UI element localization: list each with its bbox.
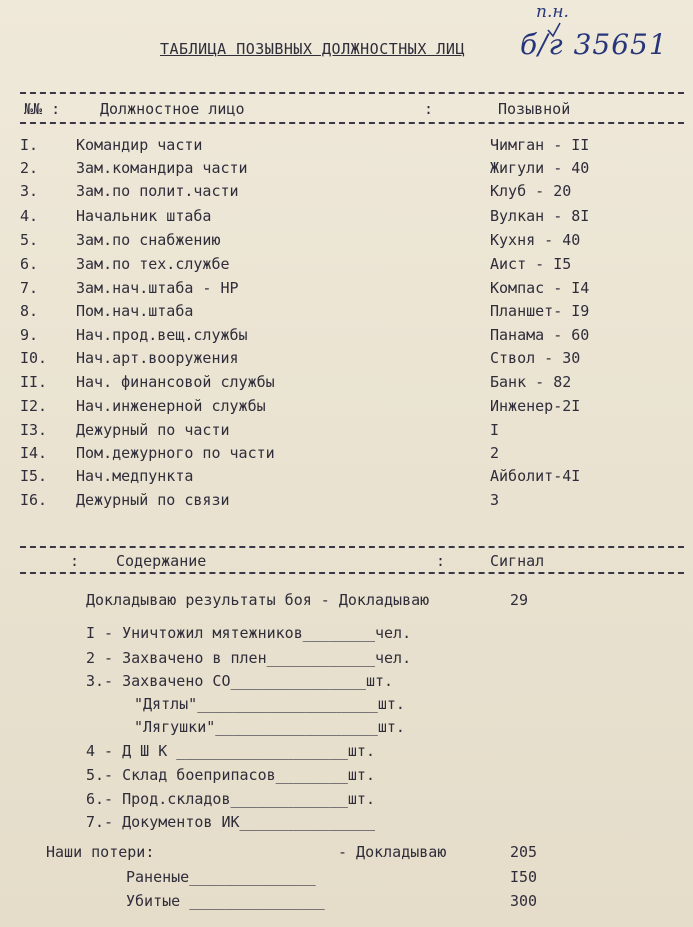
report-item: 2 - Захвачено в плен____________чел. bbox=[86, 649, 412, 667]
row-number: I6. bbox=[20, 491, 48, 509]
handwritten-number: б/г 35651 bbox=[520, 28, 668, 61]
header-separator: : bbox=[424, 100, 434, 118]
table-row bbox=[0, 349, 693, 371]
document-title: ТАБЛИЦА ПОЗЫВНЫХ ДОЛЖНОСТНЫХ ЛИЦ bbox=[160, 40, 465, 58]
table-row bbox=[0, 326, 693, 348]
row-position: Пом.дежурного по части bbox=[76, 444, 275, 462]
row-callsign: Банк - 82 bbox=[490, 373, 572, 391]
header-content: Содержание bbox=[116, 552, 207, 570]
row-position: Зам.нач.штаба - НР bbox=[76, 279, 239, 297]
killed-label: Убитые _______________ bbox=[126, 892, 325, 910]
row-number: I3. bbox=[20, 421, 48, 439]
row-position: Зам.по полит.части bbox=[76, 182, 239, 200]
row-position: Дежурный по части bbox=[76, 421, 230, 439]
wounded-label: Раненые______________ bbox=[126, 868, 316, 886]
report-item: I - Уничтожил мятежников________чел. bbox=[86, 624, 412, 642]
header-number: №№ : bbox=[24, 100, 61, 118]
losses-label: Наши потери: bbox=[46, 843, 155, 861]
row-callsign: Вулкан - 8I bbox=[490, 207, 590, 225]
row-position: Нач.прод.вещ.службы bbox=[76, 326, 248, 344]
divider-line bbox=[20, 546, 684, 548]
row-position: Дежурный по связи bbox=[76, 491, 230, 509]
row-callsign: I bbox=[490, 421, 500, 439]
report-item: 4 - Д Ш К ___________________шт. bbox=[86, 742, 375, 760]
report-item: 7.- Документов ИК_______________ bbox=[86, 813, 375, 831]
row-number: I4. bbox=[20, 444, 48, 462]
header-signal: Сигнал bbox=[490, 552, 545, 570]
row-callsign: 3 bbox=[490, 491, 500, 509]
row-position: Зам.по тех.службе bbox=[76, 255, 230, 273]
row-position: Нач. финансовой службы bbox=[76, 373, 275, 391]
report-item: 6.- Прод.складов_____________шт. bbox=[86, 790, 375, 808]
row-number: 6. bbox=[20, 255, 39, 273]
report-item: "Дятлы"____________________шт. bbox=[134, 695, 405, 713]
report-line-text: Докладываю результаты боя - Докладываю bbox=[86, 591, 430, 609]
losses-report: - Докладываю bbox=[338, 843, 447, 861]
row-callsign: Кухня - 40 bbox=[490, 231, 581, 249]
report-item: 5.- Склад боеприпасов________шт. bbox=[86, 766, 375, 784]
row-callsign: Жигули - 40 bbox=[490, 159, 590, 177]
row-position: Командир части bbox=[76, 136, 203, 154]
row-number: I2. bbox=[20, 397, 48, 415]
row-number: II. bbox=[20, 373, 48, 391]
wounded-signal: I50 bbox=[510, 868, 538, 886]
table-row bbox=[0, 279, 693, 301]
table-row bbox=[0, 467, 693, 489]
row-callsign: Клуб - 20 bbox=[490, 182, 572, 200]
table-row bbox=[0, 159, 693, 181]
row-callsign: Айболит-4I bbox=[490, 467, 581, 485]
divider-line bbox=[20, 92, 684, 94]
row-position: Зам.по снабжению bbox=[76, 231, 221, 249]
report-item: 3.- Захвачено СО_______________шт. bbox=[86, 672, 394, 690]
table-row bbox=[0, 421, 693, 443]
row-callsign: Панама - 60 bbox=[490, 326, 590, 344]
table-row bbox=[0, 136, 693, 158]
row-callsign: Аист - I5 bbox=[490, 255, 572, 273]
row-callsign: 2 bbox=[490, 444, 500, 462]
table-row bbox=[0, 231, 693, 253]
report-item: "Лягушки"__________________шт. bbox=[134, 718, 405, 736]
table-row bbox=[0, 255, 693, 277]
handwritten-note: п.н. bbox=[536, 2, 569, 22]
table-row bbox=[0, 397, 693, 419]
report-line-signal: 29 bbox=[510, 591, 529, 609]
losses-signal: 205 bbox=[510, 843, 538, 861]
row-number: 7. bbox=[20, 279, 39, 297]
row-number: 8. bbox=[20, 302, 39, 320]
table-row bbox=[0, 207, 693, 229]
header-callsign: Позывной bbox=[498, 100, 571, 118]
header-position: Должностное лицо bbox=[100, 100, 245, 118]
row-callsign: Компас - I4 bbox=[490, 279, 590, 297]
row-callsign: Чимган - II bbox=[490, 136, 590, 154]
row-position: Пом.нач.штаба bbox=[76, 302, 194, 320]
row-position: Начальник штаба bbox=[76, 207, 212, 225]
row-position: Зам.командира части bbox=[76, 159, 248, 177]
row-callsign: Ствол - 30 bbox=[490, 349, 581, 367]
row-position: Нач.медпункта bbox=[76, 467, 194, 485]
row-number: 2. bbox=[20, 159, 39, 177]
row-number: I0. bbox=[20, 349, 48, 367]
row-number: 3. bbox=[20, 182, 39, 200]
row-number: 9. bbox=[20, 326, 39, 344]
row-number: I. bbox=[20, 136, 39, 154]
divider-line bbox=[20, 572, 684, 574]
row-callsign: Инженер-2I bbox=[490, 397, 581, 415]
killed-signal: 300 bbox=[510, 892, 538, 910]
table-row bbox=[0, 491, 693, 513]
table-row bbox=[0, 444, 693, 466]
table-row bbox=[0, 302, 693, 324]
table-row bbox=[0, 373, 693, 395]
divider-line bbox=[20, 122, 684, 124]
row-number: I5. bbox=[20, 467, 48, 485]
row-position: Нач.арт.вооружения bbox=[76, 349, 239, 367]
header-colon: : bbox=[70, 552, 80, 570]
row-number: 4. bbox=[20, 207, 39, 225]
row-position: Нач.инженерной службы bbox=[76, 397, 266, 415]
table-row bbox=[0, 182, 693, 204]
row-number: 5. bbox=[20, 231, 39, 249]
header-separator: : bbox=[436, 552, 446, 570]
row-callsign: Планшет- I9 bbox=[490, 302, 590, 320]
